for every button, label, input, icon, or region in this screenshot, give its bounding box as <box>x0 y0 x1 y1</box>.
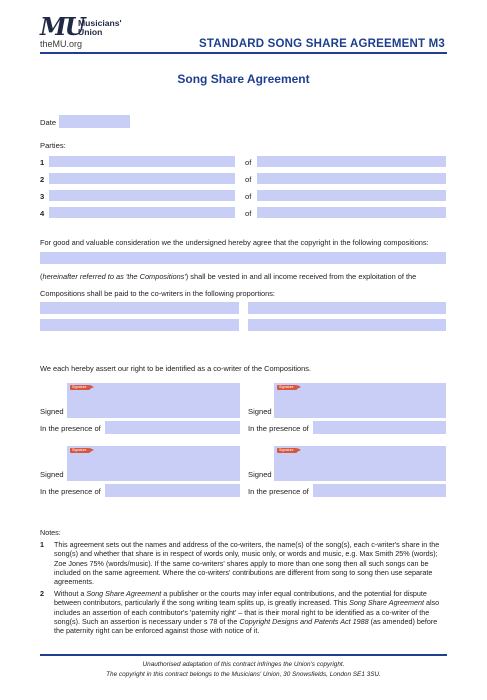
compositions-definition <box>40 272 416 281</box>
note-italic-term: Song Share Agreement <box>86 589 162 599</box>
signed-label: Signed <box>248 470 272 479</box>
note-italic-term: Song Share Agreement <box>349 598 424 608</box>
presence-label: In the presence of <box>248 487 309 496</box>
header-divider <box>40 52 447 54</box>
signature-tag: Signature <box>70 448 90 453</box>
party-3-address-field[interactable] <box>257 190 446 201</box>
parties-label: Parties: <box>40 141 66 150</box>
notes-label: Notes: <box>40 528 61 537</box>
proportion-field-3[interactable] <box>40 319 239 331</box>
note-item <box>40 589 448 635</box>
mu-logo-text <box>78 19 122 37</box>
party-of-label: of <box>245 192 252 201</box>
proportion-field-4[interactable] <box>248 319 446 331</box>
signature-tag: Signature <box>277 385 297 390</box>
signature-field-3[interactable] <box>67 446 240 481</box>
witness-field-4[interactable] <box>313 484 446 497</box>
note-number: 1 <box>40 540 44 550</box>
proportion-field-2[interactable] <box>248 302 446 314</box>
party-1-name-field[interactable] <box>49 156 235 167</box>
witness-field-1[interactable] <box>105 421 240 434</box>
party-3-name-field[interactable] <box>49 190 235 201</box>
party-of-label: of <box>245 175 252 184</box>
notes-section <box>40 528 448 635</box>
note-text-part: (as amended) before the paternity right can be enforced against those with notice of it. <box>54 616 438 636</box>
compositions-defined-term: hereinafter referred to as 'the Compositions' <box>42 272 186 281</box>
signed-label: Signed <box>40 470 64 479</box>
party-4-name-field[interactable] <box>49 207 235 218</box>
header-title: STANDARD SONG SHARE AGREEMENT M3 <box>199 38 445 50</box>
footer-copyright-line-2: The copyright in this contract belongs to the Musicians' Union, 30 Snowsfields, London SE1 3SU. <box>106 671 381 678</box>
party-2-address-field[interactable] <box>257 173 446 184</box>
signed-label: Signed <box>248 407 272 416</box>
party-of-label: of <box>245 158 252 167</box>
party-number: 3 <box>40 192 45 201</box>
assert-text: We each hereby assert our right to be identified as a co-writer of the Compositions. <box>40 364 311 373</box>
witness-field-2[interactable] <box>313 421 446 434</box>
signature-field-2[interactable] <box>274 383 446 418</box>
mu-logo-mark: MU <box>40 12 84 41</box>
footer-divider <box>40 654 447 656</box>
party-1-address-field[interactable] <box>257 156 446 167</box>
party-number: 1 <box>40 158 45 167</box>
signature-tag: Signature <box>277 448 297 453</box>
signature-tag: Signature <box>70 385 90 390</box>
note-number: 2 <box>40 589 44 599</box>
logo-line-2: Union <box>78 27 103 37</box>
proportion-field-1[interactable] <box>40 302 239 314</box>
presence-label: In the presence of <box>248 424 309 433</box>
party-number: 4 <box>40 209 45 218</box>
note-italic-term: Copyright Designs and Patents Act 1988 <box>239 616 369 626</box>
signature-field-1[interactable] <box>67 383 240 418</box>
logo-line-1: Musicians' <box>78 18 122 28</box>
note-text-part: a publisher or the courts may infer equal contributions, and the potential for dispute between contributors, particularly if the song writing team splits up, is greatly increased. This <box>54 589 427 608</box>
witness-field-3[interactable] <box>105 484 240 497</box>
note-text-part: also includes an assertion of each contributor's 'paternity right' – that is their moral right to be identified as a co-writer of the song(s). Such an assertion is necessary under s 78 of the <box>54 598 440 626</box>
presence-label: In the presence of <box>40 487 101 496</box>
compositions-field[interactable] <box>40 252 446 264</box>
proportions-text: Compositions shall be paid to the co-writers in the following proportions: <box>40 289 275 298</box>
note-text: This agreement sets out the names and address of the co-writers, the name(s) of the song(s), each c-writer's share in the song(s) and whether that share is in respect of words only, music only, or words and music, e.g. Max Smith 25% (words); Zoe Jones 75% (words/music). If the same co-writers' shares apply to more than one song then all such songs can be included on the same agreement. Where the co-writers' contributions are different from song to song then use separate agreements. <box>54 540 440 587</box>
party-of-label: of <box>245 209 252 218</box>
signature-field-4[interactable] <box>274 446 446 481</box>
document-title: Song Share Agreement <box>177 72 310 86</box>
footer-copyright-line-1: Unauthorised adaptation of this contract infringes the Union's copyright. <box>142 661 345 668</box>
note-item <box>40 540 448 586</box>
date-field[interactable] <box>59 115 130 128</box>
logo-url: theMU.org <box>40 39 83 49</box>
consideration-text: For good and valuable consideration we the undersigned hereby agree that the copyright in the following compositions: <box>40 238 429 247</box>
date-label: Date <box>40 118 57 127</box>
party-4-address-field[interactable] <box>257 207 446 218</box>
signed-label: Signed <box>40 407 64 416</box>
party-2-name-field[interactable] <box>49 173 235 184</box>
compositions-post: ) shall be vested in and all income received from the exploitation of the <box>185 272 417 281</box>
presence-label: In the presence of <box>40 424 101 433</box>
compositions-pre: ( <box>40 272 43 281</box>
note-text-part: Without a <box>54 589 87 599</box>
party-number: 2 <box>40 175 45 184</box>
